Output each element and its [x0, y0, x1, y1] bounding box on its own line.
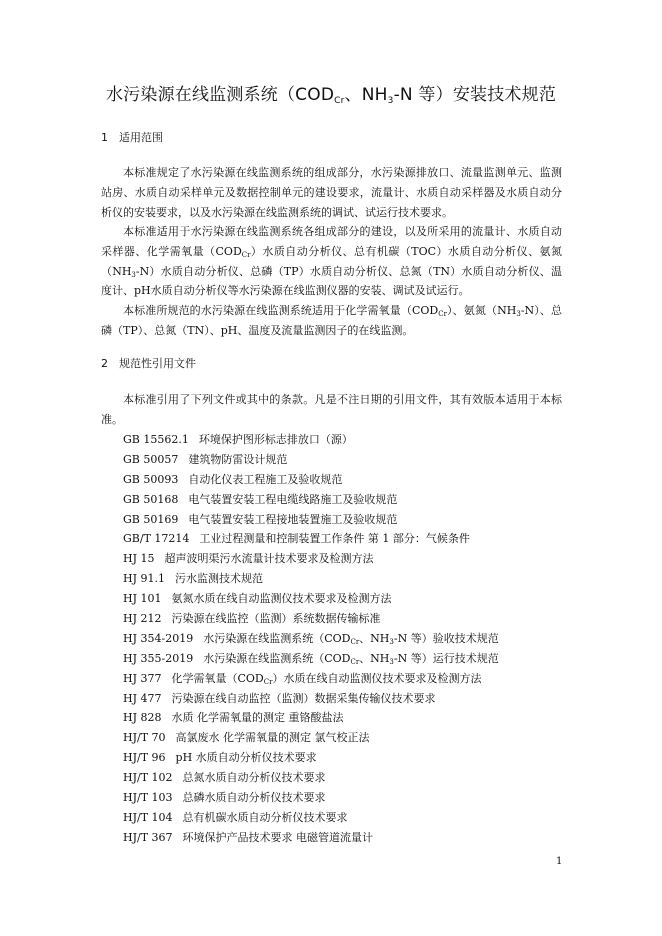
reference-title: 水污染源在线监测系统（$COD_{Cr}$、$NH_3-N$ 等）运行技术规范 — [203, 651, 499, 666]
reference-item — [123, 788, 499, 808]
reference-title: 污染源在线自动监控（监测）数据采集传输仪技术要求 — [171, 691, 436, 705]
page-number: 1 — [556, 856, 563, 867]
reference-item — [123, 748, 499, 768]
reference-code: HJ 15 — [123, 552, 155, 566]
reference-code: HJ 91.1 — [123, 572, 165, 586]
reference-code: GB 50057 — [123, 452, 179, 466]
reference-title: 超声波明渠污水流量计技术要求及检测方法 — [164, 552, 374, 566]
reference-code: HJ/T 104 — [123, 810, 173, 824]
reference-item — [123, 569, 499, 589]
section-1-heading — [101, 129, 163, 145]
reference-title: 污染源在线监控（监测）系统数据传输标准 — [171, 612, 381, 626]
reference-title: 电气装置安装工程接地装置施工及验收规范 — [188, 512, 398, 526]
reference-title: 水质 化学需氧量的测定 重铬酸盐法 — [171, 711, 344, 725]
section-2-title: 规范性引用文件 — [119, 357, 196, 370]
reference-title: 水污染源在线监测系统（$COD_{Cr}$、$NH_3-N$ 等）验收技术规范 — [203, 631, 499, 646]
reference-title: 自动化仪表工程施工及验收规范 — [188, 472, 343, 486]
reference-code: GB 50169 — [123, 512, 179, 526]
reference-code: GB 50168 — [123, 492, 179, 506]
reference-title: 高氯废水 化学需氧量的测定 氯气校正法 — [175, 731, 370, 745]
reference-item — [123, 450, 499, 470]
reference-title: pH 水质自动分析仪技术要求 — [175, 751, 317, 765]
section-1-title: 适用范围 — [119, 131, 163, 144]
reference-title: 化学需氧量$(COD_{Cr})$水质在线自动监测仪技术要求及检测方法 — [171, 671, 482, 686]
reference-item — [123, 649, 499, 669]
reference-item — [123, 728, 499, 748]
section-2-number: 2 — [101, 357, 108, 370]
reference-title: 污水监测技术规范 — [175, 572, 263, 586]
reference-title: 环境保护产品技术要求 电磁管道流量计 — [182, 830, 374, 844]
reference-item — [123, 808, 499, 828]
section-1-number: 1 — [101, 131, 108, 144]
reference-item — [123, 470, 499, 490]
reference-item — [123, 510, 499, 530]
reference-item — [123, 589, 499, 609]
reference-item — [123, 669, 499, 689]
reference-item — [123, 768, 499, 788]
reference-title: 工业过程测量和控制装置工作条件 第 1 部分：气候条件 — [199, 532, 470, 546]
reference-list — [123, 430, 499, 848]
section-2-intro: 本标准引用了下列文件或其中的条款。凡是不注日期的引用文件，其有效版本适用于本标准。 — [101, 393, 562, 426]
section-1-paragraph-2: 本标准适用于水污染源在线监测系统各组成部分的建设，以及所采用的流量计、水质自动采样器、化学需氧量$(COD_{Cr})$水质自动分析仪、总有机碳（TOC）水质自动分析仪、氨氮$(NH_3-N)$水质自动分析仪、总磷（TP）水质自动分析仪、总氮（TN）水质自动分析仪、温度计、pH水质自动分析仪等水污染源在线监测仪器的安装、调试及试运行。 — [101, 225, 562, 298]
reference-title: 建筑物防雷设计规范 — [188, 452, 288, 466]
reference-code: HJ/T 96 — [123, 751, 166, 765]
section-2-heading — [101, 355, 196, 371]
reference-title: 环境保护图形标志排放口（源） — [198, 433, 353, 446]
reference-item — [123, 430, 499, 450]
reference-title: 电气装置安装工程电缆线路施工及验收规范 — [188, 492, 398, 506]
reference-code: GB 15562.1 — [123, 433, 189, 446]
reference-title: 总磷水质自动分析仪技术要求 — [182, 791, 326, 805]
reference-item — [123, 708, 499, 728]
reference-code: HJ/T 367 — [123, 830, 173, 844]
reference-code: HJ 355-2019 — [123, 651, 194, 665]
reference-code: HJ 101 — [123, 592, 162, 606]
reference-item — [123, 629, 499, 649]
reference-code: HJ 354-2019 — [123, 631, 194, 645]
reference-item — [123, 609, 499, 629]
reference-title: 总氮水质自动分析仪技术要求 — [182, 771, 326, 785]
reference-code: HJ/T 103 — [123, 791, 173, 805]
reference-item — [123, 549, 499, 569]
section-1-paragraph-3: 本标准所规范的水污染源在线监测系统适用于化学需氧量$(COD_{Cr})$、氨氮$(NH_3-N)$、总磷（TP）、总氮（TN）、pH、温度及流量监测因子的在线监测。 — [101, 304, 562, 337]
reference-code: HJ 212 — [123, 612, 162, 626]
reference-item — [123, 689, 499, 709]
reference-title: 总有机碳水质自动分析仪技术要求 — [182, 810, 348, 824]
reference-code: HJ 377 — [123, 671, 162, 685]
reference-item — [123, 828, 499, 848]
reference-code: HJ 828 — [123, 711, 162, 725]
reference-title: 氨氮水质在线自动监测仪技术要求及检测方法 — [171, 592, 392, 606]
page-title: 水污染源在线监测系统（$COD_{Cr}$、$NH_3-N$ 等）安装技术规范 — [105, 85, 557, 106]
reference-code: HJ 477 — [123, 691, 162, 705]
reference-code: GB/T 17214 — [123, 532, 190, 546]
reference-code: HJ/T 102 — [123, 771, 173, 785]
reference-item — [123, 490, 499, 510]
section-1-paragraph-1: 本标准规定了水污染源在线监测系统的组成部分，水污染源排放口、流量监测单元、监测站房、水质自动采样单元及数据控制单元的建设要求，流量计、水质自动采样器及水质自动分析仪的安装要求，以及水污染源在线监测系统的调试、试运行技术要求。 — [101, 166, 562, 219]
reference-item — [123, 529, 499, 549]
reference-code: HJ/T 70 — [123, 731, 166, 745]
reference-code: GB 50093 — [123, 472, 179, 486]
